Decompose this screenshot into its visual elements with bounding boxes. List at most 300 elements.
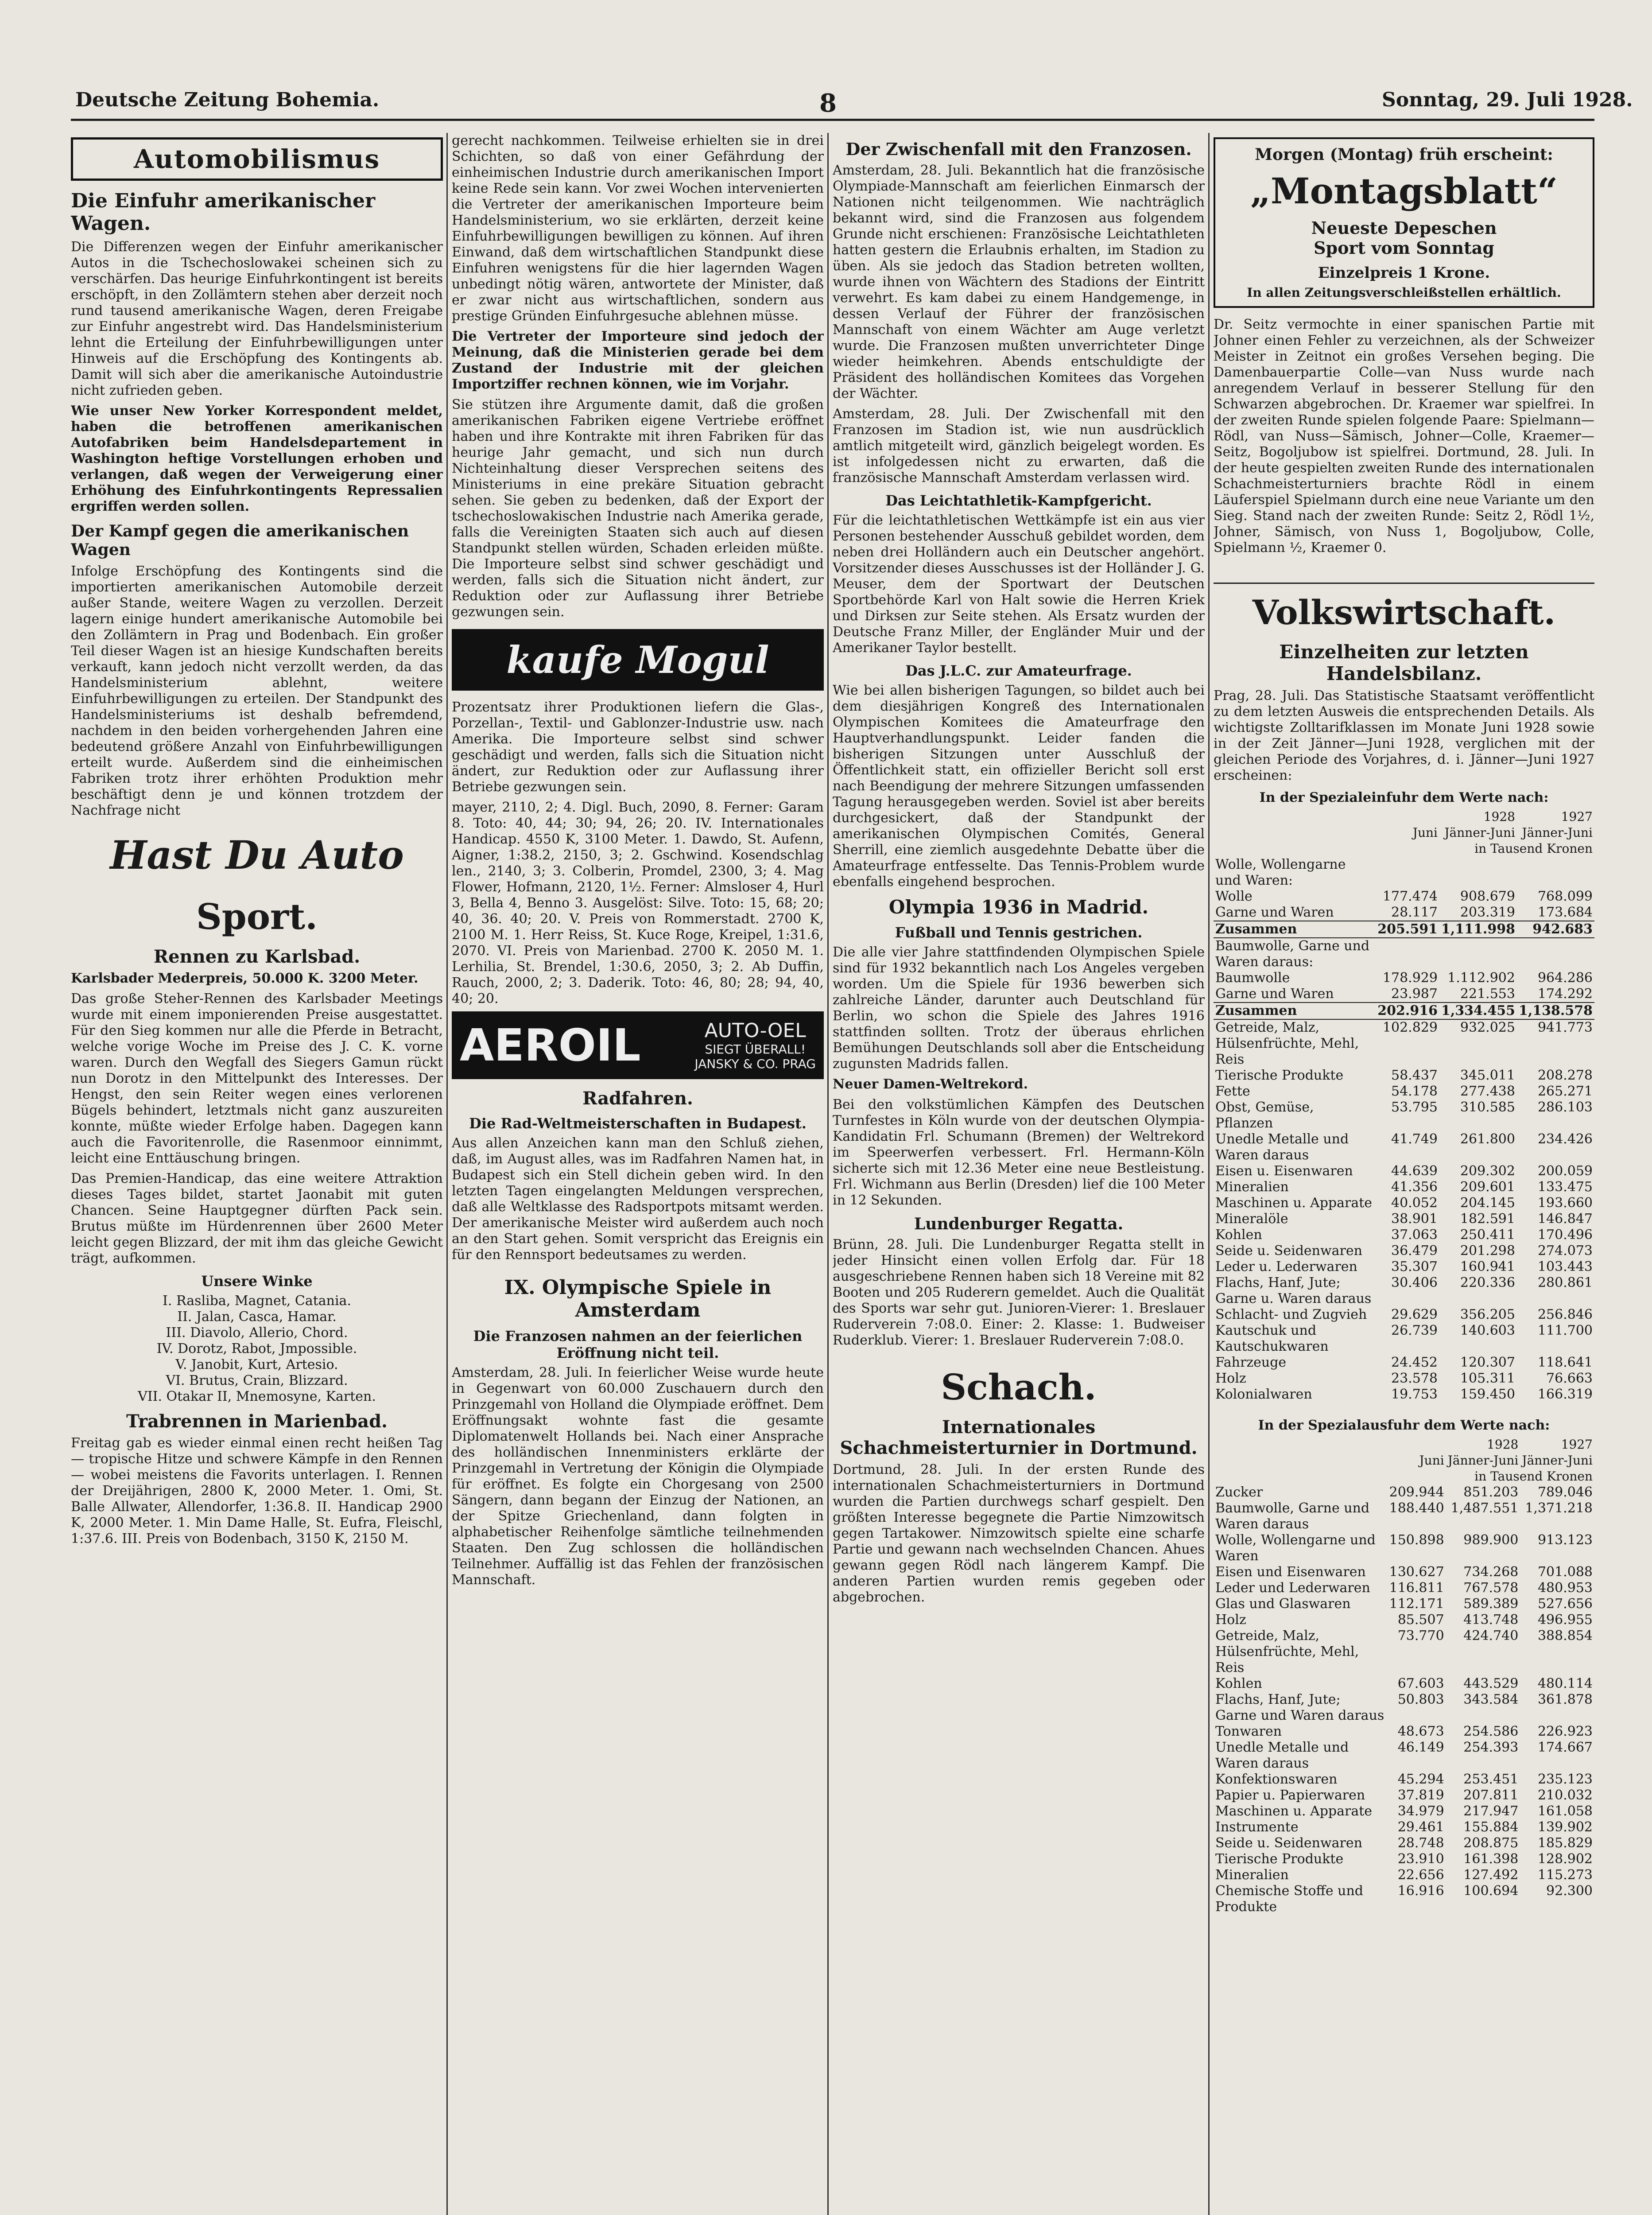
row-label: Baumwolle, Garne und Waren daraus xyxy=(1215,1500,1370,1532)
row-value: 200.059 xyxy=(1537,1163,1593,1179)
section-title-schach: Schach. xyxy=(941,1366,1097,1408)
row-label: Kolonialwaren xyxy=(1215,1387,1312,1402)
issue-date: Sonntag, 29. Juli 1928. xyxy=(1382,89,1633,111)
table-row xyxy=(1214,1195,1594,1211)
section-title-sport: Sport. xyxy=(196,896,318,937)
row-value: 205.591 xyxy=(1376,921,1439,938)
row-value: 261.800 xyxy=(1460,1131,1515,1147)
row-label: Fette xyxy=(1215,1084,1250,1099)
row-value: 208.278 xyxy=(1537,1068,1593,1083)
row-label: Kautschuk und Kautschukwaren xyxy=(1215,1323,1329,1354)
row-value: 1,111.998 xyxy=(1439,921,1517,938)
table-row xyxy=(1214,1676,1594,1692)
row-value: 23.987 xyxy=(1391,986,1438,1002)
table-row xyxy=(1214,1484,1594,1500)
row-value: 150.898 xyxy=(1389,1532,1444,1548)
table-row xyxy=(1214,1163,1594,1179)
table-row xyxy=(1214,986,1594,1003)
row-value: 24.452 xyxy=(1391,1355,1438,1370)
row-value: 73.770 xyxy=(1397,1628,1444,1644)
col-header: Juni xyxy=(1419,1453,1444,1468)
row-value: 356.205 xyxy=(1460,1307,1515,1322)
row-label: Tierische Produkte xyxy=(1215,1068,1344,1083)
row-value: 85.507 xyxy=(1397,1612,1444,1628)
table-row xyxy=(1214,1084,1594,1100)
row-value: 361.878 xyxy=(1537,1692,1593,1707)
table-row xyxy=(1214,1500,1594,1532)
article-text: Infolge Erschöpfung des Kontingents sind die importierten amerikanischen Automobile derzeit außer Stande, weitere Wagen zu verzollen. Derzeit lagern einige hundert amerikanische Automobile bei den Zollämtern in Prag und Bodenbach. Ein großer Teil dieser Wagen ist an hiesige Kundschaften bereits verkauft, kann jedoch nicht verzollt werden, da das Handelsministerium ablehnt, weitere Einfuhrbewilligungen zu erteilen. Der Standpunkt des Handelsministeriums ist deshalb befremdend, nachdem in den beiden vorhergehenden Jahren eine bedeutend größere Anzahl von Einfuhrbewilligungen erteilt wurde. Außerdem sind die einheimischen Fabriken trotz ihrer erhöhten Produktion mehr beschäftigt denn je und können trotzdem der Nachfrage nicht xyxy=(71,563,443,818)
row-value: 220.336 xyxy=(1460,1275,1515,1290)
article-text: Wie bei allen bisherigen Tagungen, so bildet auch bei dem diesjährigen Kongreß des Internationalen Olympischen Komitees die Amateurfrage den Hauptverhandlungspunkt. Leider fanden die bisherigen Sitzungen unter Ausschluß der Öffentlichkeit statt, ein offizieller Bericht soll erst nach Beendigung der mehrere Sitzungen umfassenden Tagung herausgegeben werden. Soviel ist aber bereits durchgesickert, daß der Standpunkt der amerikanischen Olympischen Comités, General Sherrill, eine ziemlich ausgedehnte Debatte über die Amateurfrage entfesselte. Das Tennis-Problem wurde ebenfalls eingehend besprochen. xyxy=(833,683,1205,890)
headline-kampfgericht: Das Leichtathletik-Kampfgericht. xyxy=(885,492,1152,509)
row-label: Wolle, Wollengarne und Waren xyxy=(1215,1532,1376,1564)
masthead-rule xyxy=(71,119,1594,121)
row-value xyxy=(1376,857,1439,889)
row-value: 1,138.578 xyxy=(1517,1003,1594,1019)
column-divider xyxy=(827,133,829,2215)
row-value: 589.389 xyxy=(1463,1596,1519,1612)
row-value: 116.811 xyxy=(1389,1580,1444,1596)
row-value xyxy=(1439,938,1517,970)
headline-trabrennen: Trabrennen in Marienbad. xyxy=(126,1411,388,1432)
section-title-radfahren: Radfahren. xyxy=(582,1088,693,1109)
article-text: Aus allen Anzeichen kann man den Schluß ziehen, daß, im August alles, was im Radfahren Namen hat, in Budapest sich ein Stell dichein geben wird. In den letzten Tagen eingelangten Meldungen versprechen, daß alle Weltklasse des Radsportpots mitsamt werden. Der amerikanische Meister wird außerdem auch noch an den Start gehen. Somit verspricht das Ereignis ein für den Rennsport bedeutsames zu werden. xyxy=(452,1135,824,1263)
column-4 xyxy=(1214,133,1594,2215)
table-row xyxy=(1214,1211,1594,1227)
col-header-year: 1928 xyxy=(1483,809,1515,824)
tip-item: VII. Otakar II, Mnemosyne, Karten. xyxy=(138,1389,376,1404)
aeroil-logo: AEROIL xyxy=(460,1019,641,1071)
row-value: 161.398 xyxy=(1463,1851,1519,1867)
col-header-year: 1927 xyxy=(1561,1437,1593,1452)
row-value: 185.829 xyxy=(1537,1835,1593,1851)
table-row xyxy=(1214,1628,1594,1676)
row-value: 964.286 xyxy=(1537,970,1593,986)
row-value: 1.112.902 xyxy=(1447,970,1515,986)
row-value: 40.052 xyxy=(1391,1195,1438,1211)
row-value: 45.294 xyxy=(1397,1772,1444,1787)
row-value: 941.773 xyxy=(1537,1020,1593,1035)
article-text: Amsterdam, 28. Juli. In feierlicher Weise wurde heute in Gegenwart von 60.000 Zuschauern durch den Prinzgemahl von Holland die Olympiade eröffnet. Dem Eröffnungsakt wohnte fast die gesamte Diplomatenwelt Hollands bei. Nach einer Ansprache des holländischen Innenministers erklärte der Prinzgemahl in Vertretung der Königin die Olympiade für eröffnet. Es folgte ein Chorgesang von 2500 Sängern, dann begann der Einzug der Nationen, an der Spitze Griechenland, dann folgten in alphabetischer Reihenfolge sämtliche teilnehmenden Staaten. Den Zug schlossen die holländischen Teilnehmer. Auffällig ist das Fehlen der französischen Mannschaft. xyxy=(452,1365,824,1588)
ad-title: „Montagsblatt“ xyxy=(1250,170,1558,212)
row-value: 932.025 xyxy=(1460,1020,1515,1035)
row-label: Baumwolle, Garne und Waren daraus: xyxy=(1215,938,1370,970)
row-value: 789.046 xyxy=(1537,1484,1593,1500)
table-row xyxy=(1214,1259,1594,1275)
export-table xyxy=(1214,1437,1594,1915)
table-row xyxy=(1214,1355,1594,1371)
row-label: Unedle Metalle und Waren daraus xyxy=(1215,1131,1349,1163)
race-text: Das Premien-Handicap, das eine weitere Attraktion dieses Tages bildet, startet Jaonabit mit guten Chancen. Seine Hauptgegner dürften Pack sein. Brutus müßte im Hürdenrennen über 2600 Meter leicht gegen Blizzard, der mit ihm das gleiche Gewicht trägt, aufkommen. xyxy=(71,1171,443,1266)
row-value: 53.795 xyxy=(1391,1100,1438,1115)
table-row xyxy=(1214,1003,1594,1019)
table-row xyxy=(1214,1100,1594,1131)
row-label: Obst, Gemüse, Pflanzen xyxy=(1215,1100,1314,1131)
subhead-schachturnier: Internationales Schachmeisterturnier in Dortmund. xyxy=(840,1417,1198,1458)
row-value: 209.601 xyxy=(1460,1179,1515,1195)
row-label: Leder und Lederwaren xyxy=(1215,1580,1370,1596)
table-row xyxy=(1214,1788,1594,1803)
row-value: 253.451 xyxy=(1463,1772,1519,1787)
col-header: Jänner-Juni xyxy=(1444,825,1515,840)
row-label: Fahrzeuge xyxy=(1215,1355,1287,1370)
article-text-bold: Die Vertreter der Importeure sind jedoch der Meinung, daß die Ministerien gerade bei dem Zustand der Industrie mit der gleichen Importziffer rechnen können, wie im Vorjahr. xyxy=(452,329,824,392)
row-label: Maschinen u. Apparate xyxy=(1215,1195,1373,1211)
row-label: Wolle, Wollengarne und Waren: xyxy=(1215,857,1346,888)
row-value: 913.123 xyxy=(1537,1532,1593,1548)
row-label: Holz xyxy=(1215,1371,1246,1386)
row-label: Papier u. Papierwaren xyxy=(1215,1788,1365,1803)
table-row xyxy=(1214,1323,1594,1355)
row-value: 256.846 xyxy=(1537,1307,1593,1322)
race-heading: Karlsbader Mederpreis, 50.000 K. 3200 Meter. xyxy=(71,971,419,986)
row-label: Getreide, Malz, Hülsenfrüchte, Mehl, Reis xyxy=(1215,1628,1359,1675)
article-text: Dortmund, 28. Juli. In der ersten Runde des internationalen Schachmeisterturniers in Dortmund wurden die Partien durchwegs scharf gespielt. Den größten Interesse begegnete die Partie Nimzowitsch gegen Tartakower. Nimzowitsch spielte eine scharfe Partie und gewann nach wechselnden Chancen. Ahues gewann gegen Rödl nach längerem Kampf. Die anderen Partien wurden remis gegeben oder abgebrochen. xyxy=(833,1462,1205,1605)
headline-damen-weltrekord: Neuer Damen-Weltrekord. xyxy=(833,1076,1028,1092)
row-value: 23.578 xyxy=(1391,1371,1438,1386)
ad-kaufe-mogul: kaufe Mogul xyxy=(452,629,824,691)
ad-heading: Morgen (Montag) früh erscheint: xyxy=(1255,145,1553,164)
row-value: 496.955 xyxy=(1537,1612,1593,1628)
aeroil-tagline: AUTO-OEL SIEGT ÜBERALL! JANSKY & CO. PRAG xyxy=(694,1019,816,1071)
row-value: 161.058 xyxy=(1537,1803,1593,1819)
row-label: Flachs, Hanf, Jute; Garne u. Waren daraus xyxy=(1215,1275,1372,1306)
row-value xyxy=(1517,857,1594,889)
row-value: 34.979 xyxy=(1397,1803,1444,1819)
table-row xyxy=(1214,1612,1594,1628)
row-value: 166.319 xyxy=(1537,1387,1593,1402)
row-value xyxy=(1439,857,1517,889)
row-value: 22.656 xyxy=(1397,1867,1444,1883)
row-value: 54.178 xyxy=(1391,1084,1438,1099)
row-value: 111.700 xyxy=(1537,1323,1593,1338)
row-label: Glas und Glaswaren xyxy=(1215,1596,1351,1612)
table-row xyxy=(1214,1068,1594,1084)
article-text: Für die leichtathletischen Wettkämpfe ist ein aus vier Personen bestehender Ausschuß gebildet worden, dem neben drei Holländern auch ein Deutscher angehört. Vorsitzender dieses Ausschusses ist der Holländer J. G. Meuser, dem der Sportwart der Deutschen Sportbehörde Karl von Halt sowie die Herren Kriek und Dirksen zur Seite stehen. Als Ersatz wurden der Deutsche Franz Miller, der Engländer Muir und der Amerikaner Taylor bestellt. xyxy=(833,513,1205,656)
row-value: 193.660 xyxy=(1537,1195,1593,1211)
row-label: Maschinen u. Apparate xyxy=(1215,1803,1373,1819)
table-row xyxy=(1214,1580,1594,1596)
row-label: Eisen und Eisenwaren xyxy=(1215,1564,1366,1580)
row-value: 207.811 xyxy=(1463,1788,1519,1803)
row-label: Seide u. Seidenwaren xyxy=(1215,1835,1362,1851)
article-text: Dr. Seitz vermochte in einer spanischen Partie mit Johner einen Fehler zu verzeichnen, als der Schweizer Meister in Zeitnot ein großes Versehen beging. Die Damenbauerpartie Colle—van Nuss wurde nach anregendem Verlauf in besserer Stellung für den Schwarzen abgebrochen. Dr. Kraemer war spielfrei. In der zweiten Runde spielen folgende Paare: Spielmann—Rödl, van Nuss—Sämisch, Johner—Colle, Kraemer—Seitz, Bogoljubow ist spielfrei. Dortmund, 28. Juli. In der heute gespielten zweiten Runde des internationalen Schachmeisterturniers brachte Rödl in einem Läuferspiel Spielmann durch eine neue Variante um den Sieg. Stand nach der zweiten Runde: Seitz 2, Rödl 1½, Johner, Sämisch, von Nuss 1, Bogoljubow, Colle, Spielmann ½, Kraemer 0. xyxy=(1214,317,1594,556)
table-row xyxy=(1214,1227,1594,1243)
headline-zwischenfall: Der Zwischenfall mit den Franzosen. xyxy=(845,139,1192,159)
row-value: 209.302 xyxy=(1460,1163,1515,1179)
tips-list xyxy=(71,1293,443,1405)
subhead-fussball-tennis: Fußball und Tennis gestrichen. xyxy=(895,924,1143,941)
row-label: Zusammen xyxy=(1214,1003,1376,1019)
column-divider xyxy=(1208,133,1210,2215)
section-title-volkswirtschaft: Volkswirtschaft. xyxy=(1214,583,1594,632)
row-label: Leder u. Lederwaren xyxy=(1215,1259,1357,1275)
column-divider xyxy=(446,133,448,2215)
unit-label: in Tausend Kronen xyxy=(1474,1469,1593,1484)
table-row xyxy=(1214,1307,1594,1323)
row-label: Garne und Waren xyxy=(1215,986,1334,1002)
row-value: 35.307 xyxy=(1391,1259,1438,1275)
row-value: 41.749 xyxy=(1391,1131,1438,1147)
row-label: Flachs, Hanf, Jute; Garne und Waren daraus xyxy=(1215,1692,1384,1723)
row-label: Mineralöle xyxy=(1215,1211,1288,1227)
race-text: Das große Steher-Rennen des Karlsbader Meetings wurde mit einem imponierenden Preise ausgestattet. Für den Sieg kommen nur alle die Pferde in Betracht, welche vorige Woche im Preise des J. C. K. vorne waren. Durch den Wegfall des Siegers Gamun rückt nun Dorotz in den Mittelpunkt des Interesses. Der Hengst, den sein Reiter wegen eines verlorenen Bügels behindert, letztmals nicht ganz auszureiten konnte, müßte wieder Erfolge haben. Dagegen kann auch die Favoritenrolle, die Rasenmoor einnimmt, leicht eine Enttäuschung bringen. xyxy=(71,991,443,1166)
row-label: Kohlen xyxy=(1215,1227,1262,1243)
row-value: 76.663 xyxy=(1546,1371,1593,1386)
table-row xyxy=(1214,938,1594,970)
table-row xyxy=(1214,1724,1594,1740)
row-value: 182.591 xyxy=(1460,1211,1515,1227)
column-3 xyxy=(833,133,1205,2215)
tip-item: I. Rasliba, Magnet, Catania. xyxy=(163,1293,351,1309)
row-value: 28.117 xyxy=(1391,905,1438,920)
row-value: 443.529 xyxy=(1463,1676,1519,1691)
row-value: 38.901 xyxy=(1391,1211,1438,1227)
race-results: mayer, 2110, 2; 4. Digl. Buch, 2090, 8. Ferner: Garam 8. Toto: 40, 44; 30; 94, 26; 20. IV. Internationales Handicap. 4550 K, 3100 Meter. 1. Dawdo, St. Aufenn, Aigner, 1:38.2, 2150, 3; 2. Gschwind. Kosendschlag len., 2140, 3; 3. Colberin, Promdel, 2300, 3; 4. Mag Flower, Hofmann, 2120, 1½. Ferner: Almsloser 4, Hurl 3, Bella 4, Benno 3. Ausgelöst: Silve. Toto: 15, 68; 20; 40, 36. 40; 20. V. Preis von Rommerstadt. 2700 K, 2100 M. 1. Herr Reiss, St. Kuce Roge, Kreipel, 1:31.6, 2070. VI. Preis von Marienbad. 2700 K. 2050 M. 1. Lerhilia, St. Brendel, 1:30.6, 2050, 3; 2. Ab Duffin, Rauch, 2000, 2; 3. Daderik. Toto: 46, 80; 28; 94, 40, 40; 20. xyxy=(452,800,824,1006)
tip-item: III. Diavolo, Allerio, Chord. xyxy=(166,1325,348,1341)
row-value: 173.684 xyxy=(1537,905,1593,920)
row-value: 209.944 xyxy=(1389,1484,1444,1500)
unit-label: in Tausend Kronen xyxy=(1474,841,1593,856)
table-row xyxy=(1214,1851,1594,1867)
article-text: Amsterdam, 28. Juli. Der Zwischenfall mit den Franzosen im Stadion ist, wie nun ausdrücklich amtlich mitgeteilt wird, gänzlich beigelegt worden. Es ist infolgedessen nicht zu erwarten, daß die französische Mannschaft Amsterdam verlassen wird. xyxy=(833,406,1205,486)
ad-line: Sport vom Sonntag xyxy=(1314,238,1494,258)
row-value: 188.440 xyxy=(1389,1500,1444,1516)
row-value: 226.923 xyxy=(1537,1724,1593,1739)
table-row xyxy=(1214,1131,1594,1163)
article-text: Bei den volkstümlichen Kämpfen des Deutschen Turnfestes in Köln wurde von der deutschen Olympia-Kandidatin Frl. Schumann (Bremen) der Weltrekord im Speerwerfen verbessert. Frl. Hermann-Köln sicherte sich mit 12.36 Meter eine neue Bestleistung. Frl. Wichmann aus Berlin (Dresden) lief die 100 Meter in 12 Sekunden. xyxy=(833,1097,1205,1208)
article-text: Prozentsatz ihrer Produktionen liefern die Glas-, Porzellan-, Textil- und Gablonzer-Industrie usw. nach Amerika. Die Importeure selbst sind schwer geschädigt und werden, falls sich die Situation nicht ändert, zur Reduktion oder zur Auflassung ihrer Betriebe gezwungen sein. xyxy=(452,699,824,795)
ad-footnote: In allen Zeitungsverschleißstellen erhältlich. xyxy=(1247,285,1561,300)
table-row xyxy=(1214,857,1594,889)
row-label: Baumwolle xyxy=(1215,970,1290,986)
import-table-title: In der Spezialeinfuhr dem Werte nach: xyxy=(1259,790,1549,805)
row-value: 203.319 xyxy=(1460,905,1515,920)
table-row xyxy=(1214,1596,1594,1612)
row-value: 178.929 xyxy=(1382,970,1438,986)
row-value: 155.884 xyxy=(1463,1819,1519,1835)
table-row xyxy=(1214,1179,1594,1195)
subhead-rad-wm: Die Rad-Weltmeisterschaften in Budapest. xyxy=(469,1115,807,1132)
ad-hast-du-auto: Hast Du Auto xyxy=(110,832,404,878)
row-value: 280.861 xyxy=(1537,1275,1593,1290)
row-value: 112.171 xyxy=(1389,1596,1444,1612)
row-label: Schlacht- und Zugvieh xyxy=(1215,1307,1367,1322)
row-value: 170.496 xyxy=(1537,1227,1593,1243)
article-text: Brünn, 28. Juli. Die Lundenburger Regatta stellt in jeder Hinsicht einen vollen Erfolg dar. Für 18 ausgeschriebene Rennen haben sich 18 Vereine mit 82 Booten und 205 Ruderern gemeldet. Auch die Qualität des Sports war sehr gut. Junioren-Vierer: 1. Breslauer Ruderverein 7:08.0. Einer: 2. Klasse: 1. Budweiser Ruderklub. Vierer: 1. Breslauer Ruderverein 7:08.0. xyxy=(833,1237,1205,1348)
ad-aeroil xyxy=(452,1011,824,1079)
row-value: 235.123 xyxy=(1537,1772,1593,1787)
row-value: 277.438 xyxy=(1460,1084,1515,1099)
subhead-karlsbad: Rennen zu Karlsbad. xyxy=(153,946,361,967)
row-value: 208.875 xyxy=(1463,1835,1519,1851)
row-value: 424.740 xyxy=(1463,1628,1519,1644)
row-value: 159.450 xyxy=(1460,1387,1515,1402)
row-value: 115.273 xyxy=(1537,1867,1593,1883)
row-value: 254.586 xyxy=(1463,1724,1519,1739)
row-value: 133.475 xyxy=(1537,1179,1593,1195)
row-value: 29.629 xyxy=(1391,1307,1438,1322)
row-value: 265.271 xyxy=(1537,1084,1593,1099)
headline-olympia-1936: Olympia 1936 in Madrid. xyxy=(888,896,1149,918)
col-header: Jänner-Juni xyxy=(1447,1453,1519,1468)
row-value: 16.916 xyxy=(1397,1883,1444,1899)
row-value: 58.437 xyxy=(1391,1068,1438,1083)
row-label: Unedle Metalle und Waren daraus xyxy=(1215,1740,1349,1771)
ad-line: Neueste Depeschen xyxy=(1311,218,1497,238)
row-value: 102.829 xyxy=(1382,1020,1438,1035)
row-label: Mineralien xyxy=(1215,1179,1289,1195)
trab-text: Freitag gab es wieder einmal einen recht heißen Tag — tropische Hitze und schwere Kämpfe in den Rennen — wobei meistens die Favorits unterlagen. I. Rennen der Dreijährigen, 2800 K, 2000 Meter. 1. Omi, St. Balle Allwater, Allendorfer, 1:36.8. II. Handicap 2900 K, 2000 Meter. 1. Min Dame Halle, St. Eufra, Fleischl, 1:37.6. III. Preis von Bodenbach, 3150 K, 2150 M. xyxy=(71,1435,443,1547)
column-2 xyxy=(452,133,824,2215)
row-value: 908.679 xyxy=(1460,889,1515,904)
row-value: 217.947 xyxy=(1463,1803,1519,1819)
section-title-automobilismus: Automobilismus xyxy=(71,137,443,181)
subhead-handelsbilanz: Einzelheiten zur letzten Handelsbilanz. xyxy=(1279,641,1529,684)
headline-amateurfrage: Das J.L.C. zur Amateurfrage. xyxy=(905,662,1132,679)
row-value: 701.088 xyxy=(1537,1564,1593,1580)
ad-price: Einzelpreis 1 Krone. xyxy=(1318,264,1490,282)
row-value: 48.673 xyxy=(1397,1724,1444,1739)
table-row xyxy=(1214,1371,1594,1387)
row-value: 734.268 xyxy=(1463,1564,1519,1580)
ad-montagsblatt xyxy=(1214,137,1594,308)
row-value: 413.748 xyxy=(1463,1612,1519,1628)
table-row xyxy=(1214,1835,1594,1851)
row-value: 139.902 xyxy=(1537,1819,1593,1835)
row-value: 989.900 xyxy=(1463,1532,1519,1548)
table-row xyxy=(1214,1867,1594,1883)
row-value: 127.492 xyxy=(1463,1867,1519,1883)
row-label: Getreide, Malz, Hülsenfrüchte, Mehl, Reis xyxy=(1215,1020,1359,1067)
row-value: 174.667 xyxy=(1537,1740,1593,1755)
row-value: 128.902 xyxy=(1537,1851,1593,1867)
headline-regatta: Lundenburger Regatta. xyxy=(914,1215,1124,1233)
tips-title: Unsere Winke xyxy=(201,1273,313,1290)
row-value: 286.103 xyxy=(1537,1100,1593,1115)
row-value: 26.739 xyxy=(1391,1323,1438,1338)
row-label: Zucker xyxy=(1215,1484,1263,1500)
row-value: 254.393 xyxy=(1463,1740,1519,1755)
row-value: 36.479 xyxy=(1391,1243,1438,1259)
col-header-year: 1928 xyxy=(1487,1437,1519,1452)
table-row xyxy=(1214,905,1594,921)
headline-kampf: Der Kampf gegen die amerikanischen Wagen xyxy=(71,522,409,559)
table-row xyxy=(1214,1387,1594,1403)
row-value: 105.311 xyxy=(1460,1371,1515,1386)
table-row xyxy=(1214,1532,1594,1564)
table-row xyxy=(1214,1819,1594,1835)
headline-einfuhr: Die Einfuhr amerikanischer Wagen. xyxy=(71,190,376,235)
col-header-year: 1927 xyxy=(1561,809,1593,824)
table-row xyxy=(1214,1243,1594,1259)
row-value xyxy=(1376,938,1439,970)
row-value: 92.300 xyxy=(1546,1883,1593,1899)
row-value: 210.032 xyxy=(1537,1788,1593,1803)
row-label: Instrumente xyxy=(1215,1819,1299,1835)
row-value: 942.683 xyxy=(1517,921,1594,938)
table-row xyxy=(1214,1019,1594,1068)
row-value: 50.803 xyxy=(1397,1692,1444,1707)
row-value: 44.639 xyxy=(1391,1163,1438,1179)
subhead-franzosen: Die Franzosen nahmen an der feierlichen Eröffnung nicht teil. xyxy=(473,1328,803,1361)
article-text: Sie stützen ihre Argumente damit, daß die großen amerikanischen Fabriken eigene Vertriebe eröffnet haben und ihre Kontrakte mit ihren Fabriken für das heurige Jahr gemacht, und sich nun durch Nichteinhaltung dieser Versprechen seitens des Ministeriums in eine prekäre Situation gebracht sehen. Sie geben zu bedenken, daß der Export der tschechoslowakischen Industrie nach Amerika gerade, falls die Vereinigten Staaten sich auch auf diesen Standpunkt stellen würden, Schaden erleiden müßte. Die Importeure selbst sind schwer geschädigt und werden, falls sich die Situation nicht ändert, zur Reduktion oder zur Auflassung ihrer Betriebe gezwungen sein. xyxy=(452,397,824,620)
row-value: 160.941 xyxy=(1460,1259,1515,1275)
row-value: 140.603 xyxy=(1460,1323,1515,1338)
row-value xyxy=(1517,938,1594,970)
table-row xyxy=(1214,1564,1594,1580)
tip-item: II. Jalan, Casca, Hamar. xyxy=(177,1309,337,1325)
table-row xyxy=(1214,889,1594,905)
table-row xyxy=(1214,1692,1594,1724)
export-table-title: In der Spezialausfuhr dem Werte nach: xyxy=(1258,1418,1550,1433)
row-label: Zusammen xyxy=(1214,921,1376,938)
row-value: 146.847 xyxy=(1537,1211,1593,1227)
row-value: 343.584 xyxy=(1463,1692,1519,1707)
table-row xyxy=(1214,1883,1594,1915)
row-value: 1,334.455 xyxy=(1439,1003,1517,1019)
table-row xyxy=(1214,921,1594,938)
row-value: 274.073 xyxy=(1537,1243,1593,1259)
row-label: Wolle xyxy=(1215,889,1253,904)
row-label: Konfektionswaren xyxy=(1215,1772,1338,1787)
row-value: 174.292 xyxy=(1537,986,1593,1002)
row-value: 37.063 xyxy=(1391,1227,1438,1243)
row-label: Holz xyxy=(1215,1612,1246,1628)
col-header: Jänner-Juni xyxy=(1522,825,1593,840)
row-value: 480.114 xyxy=(1537,1676,1593,1691)
row-value: 100.694 xyxy=(1463,1883,1519,1899)
row-value: 46.149 xyxy=(1397,1740,1444,1755)
tip-item: IV. Dorotz, Rabot, Jmpossible. xyxy=(156,1341,357,1356)
row-label: Eisen u. Eisenwaren xyxy=(1215,1163,1353,1179)
row-value: 388.854 xyxy=(1537,1628,1593,1644)
row-label: Tonwaren xyxy=(1215,1724,1282,1739)
paper-name: Deutsche Zeitung Bohemia. xyxy=(75,89,380,111)
row-value: 177.474 xyxy=(1382,889,1438,904)
row-value: 41.356 xyxy=(1391,1179,1438,1195)
row-value: 1,371.218 xyxy=(1525,1500,1593,1516)
article-text: Die alle vier Jahre stattfindenden Olympischen Spiele sind für 1932 bekanntlich nach Los Angeles vergeben worden. Um die Spiele für 1936 bewerben sich zahlreiche Länder, darunter auch Deutschland für Berlin, wo schon die Spiele des Jahres 1916 stattfinden sollten. Trotz der überaus ehrlichen Bemühungen Deutschlands soll aber die Entscheidung zugunsten Madrids fallen. xyxy=(833,944,1205,1072)
row-value: 201.298 xyxy=(1460,1243,1515,1259)
row-value: 37.819 xyxy=(1397,1788,1444,1803)
article-text: Amsterdam, 28. Juli. Bekanntlich hat die französische Olympiade-Mannschaft am feierlichen Einmarsch der Nationen nicht teilgenommen. Wie nachträglich bekannt wird, sind die Franzosen aus folgendem Grunde nicht erschienen: Französische Leichtathleten hatten gestern die Erlaubnis erhalten, im Stadion zu üben. Als sie jedoch das Stadion betreten wollten, wurde ihnen von Wächtern des Stadions der Eintritt verwehrt. Es kam dabei zu einem Handgemenge, in dessen Verlauf der Führer der französischen Mannschaft von einem Wächter am Auge verletzt wurde. Die Franzosen mußten unverrichteter Dinge wieder heimkehren. Abends entschuldigte der Präsident des holländischen Komitees das Vorgehen der Wächter. xyxy=(833,163,1205,401)
row-label: Kohlen xyxy=(1215,1676,1262,1691)
col-header: Jänner-Juni xyxy=(1522,1453,1593,1468)
article-text: Prag, 28. Juli. Das Statistische Staatsamt veröffentlicht zu dem letzten Ausweis die entsprechenden Details. Als wichtigste Zolltarifklassen im Monate Juni 1928 sowie in der Zeit Jänner—Juni 1928, verglichen mit der gleichen Periode des Vorjahres, d. i. Jänner—Juni 1927 erscheinen: xyxy=(1214,688,1594,783)
row-value: 28.748 xyxy=(1397,1835,1444,1851)
row-value: 527.656 xyxy=(1537,1596,1593,1612)
row-value: 130.627 xyxy=(1389,1564,1444,1580)
row-value: 221.553 xyxy=(1460,986,1515,1002)
row-value: 310.585 xyxy=(1460,1100,1515,1115)
headline-olympische-spiele: IX. Olympische Spiele in Amsterdam xyxy=(504,1276,772,1321)
table-row xyxy=(1214,970,1594,986)
row-value: 480.953 xyxy=(1537,1580,1593,1596)
article-text-bold: Wie unser New Yorker Korrespondent meldet, haben die betroffenen amerikanischen Autofabriken beim Handelsdepartement in Washington heftige Vorstellungen erhoben und verlangen, daß wegen der Verweigerung einer Erhöhung des Einfuhrkontingents Repressalien ergriffen werden sollen. xyxy=(71,403,443,514)
table-row xyxy=(1214,1803,1594,1819)
row-label: Garne und Waren xyxy=(1215,905,1334,920)
row-value: 1,487.551 xyxy=(1450,1500,1519,1516)
row-value: 118.641 xyxy=(1537,1355,1593,1370)
row-value: 103.443 xyxy=(1537,1259,1593,1275)
row-label: Chemische Stoffe und Produkte xyxy=(1215,1883,1363,1915)
column-1 xyxy=(71,133,443,2215)
import-table xyxy=(1214,809,1594,1403)
row-value: 67.603 xyxy=(1397,1676,1444,1691)
row-value: 202.916 xyxy=(1376,1003,1439,1019)
row-value: 767.578 xyxy=(1463,1580,1519,1596)
